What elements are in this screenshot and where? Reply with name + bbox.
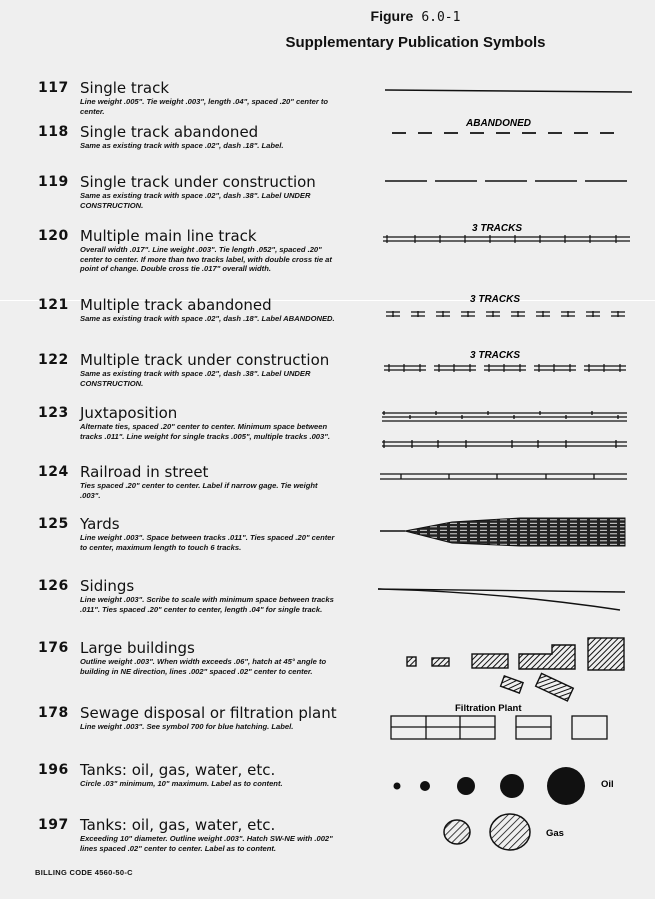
entry-number: 178 xyxy=(38,705,69,721)
entry-number: 197 xyxy=(38,817,69,833)
entry-title: Multiple main line track xyxy=(80,227,257,245)
entry-description: Overall width .017". Line weight .003". Tie length .052", spaced .20" center to center. If more than two tracks label, with double cross tie at point of change. Double cross tie .017" overall width. xyxy=(80,245,332,273)
entry-number: 123 xyxy=(38,405,69,421)
entry-description: Exceeding 10" diameter. Outline weight .003". Hatch SW-NE with .002" lines spaced .02" center to center. Label as to content. xyxy=(80,834,333,853)
entry-title: Tanks: oil, gas, water, etc. xyxy=(80,816,276,834)
entry-description: Circle .03" minimum, 10" maximum. Label as to content. xyxy=(80,779,283,788)
entry-number: 118 xyxy=(38,124,69,140)
symbol-117-single-track xyxy=(385,90,632,92)
entry-title: Multiple track abandoned xyxy=(80,296,272,314)
symbol-121-multiple-abandoned xyxy=(386,311,625,317)
entry-description: Line weight .003". Space between tracks .011". Ties spaced .20" center to center, maximum length to touch 6 tracks. xyxy=(80,533,335,552)
entry-title: Sewage disposal or filtration plant xyxy=(80,704,337,722)
symbol-176-large-buildings xyxy=(407,638,624,701)
entry-number: 196 xyxy=(38,762,69,778)
label-abandoned: ABANDONED xyxy=(466,118,531,129)
label-oil: Oil xyxy=(601,779,614,790)
page-title: Supplementary Publication Symbols xyxy=(285,34,546,51)
entry-number: 121 xyxy=(38,297,69,313)
entry-title: Single track xyxy=(80,79,170,97)
label-gas: Gas xyxy=(546,828,564,839)
symbol-196-oil-tanks xyxy=(394,767,586,805)
figure-label: Figure xyxy=(370,8,414,24)
entry-description: Outline weight .003". When width exceeds .06", hatch at 45° angle to building in NE direction, lines .002" spaced .02" center to center. xyxy=(80,657,327,676)
figure-number: 6.0-1 xyxy=(421,10,461,25)
symbol-124-railroad-in-street xyxy=(380,474,627,479)
entry-title: Juxtaposition xyxy=(80,404,178,422)
symbol-126-sidings xyxy=(378,589,625,610)
symbol-120-multiple-main-line xyxy=(383,235,630,243)
entry-description: Ties spaced .20" center to center. Label if narrow gage. Tie weight .003". xyxy=(80,481,318,500)
entry-number: 124 xyxy=(38,464,69,480)
entry-number: 117 xyxy=(38,80,69,96)
entry-description: Same as existing track with space .02", dash .38". Label UNDER CONSTRUCTION. xyxy=(80,191,311,210)
entry-number: 126 xyxy=(38,578,69,594)
entry-title: Tanks: oil, gas, water, etc. xyxy=(80,761,276,779)
entry-description: Line weight .003". Scribe to scale with minimum space between tracks .011". Ties spaced .20" center to center, length .04" for single track. xyxy=(80,595,334,614)
entry-title: Single track abandoned xyxy=(80,123,259,141)
entry-number: 125 xyxy=(38,516,69,532)
entry-description: Same as existing track with space .02", dash .18". Label. xyxy=(80,141,284,150)
symbol-178-filtration-plant xyxy=(391,716,607,739)
label-3-tracks: 3 TRACKS xyxy=(470,350,521,361)
entry-number: 119 xyxy=(38,174,69,190)
label-3-tracks: 3 TRACKS xyxy=(470,294,521,305)
entry-description: Same as existing track with space .02", dash .18". Label ABANDONED. xyxy=(80,314,335,323)
entry-title: Large buildings xyxy=(80,639,195,657)
entry-number: 120 xyxy=(38,228,69,244)
entry-description: Line weight .005". Tie weight .003", length .04", spaced .20" center to center. xyxy=(80,97,329,116)
entry-title: Sidings xyxy=(80,577,135,595)
entry-description: Alternate ties, spaced .20" center to center. Minimum space between tracks .011". Line weight for single tracks .005", multiple tracks .003". xyxy=(80,422,330,441)
entry-title: Multiple track under construction xyxy=(80,351,330,369)
entry-title: Railroad in street xyxy=(80,463,209,481)
entry-description: Same as existing track with space .02", dash .38". Label UNDER CONSTRUCTION. xyxy=(80,369,311,388)
symbol-122-multiple-construction xyxy=(384,364,626,372)
entry-description: Line weight .003". See symbol 700 for blue hatching. Label. xyxy=(80,722,294,731)
symbol-197-gas-tanks xyxy=(444,814,530,850)
label-3-tracks: 3 TRACKS xyxy=(472,223,523,234)
entry-number: 122 xyxy=(38,352,69,368)
entry-number: 176 xyxy=(38,640,69,656)
symbol-123-juxtaposition xyxy=(382,411,627,448)
label-filtration-plant: Filtration Plant xyxy=(455,703,522,714)
entry-title: Yards xyxy=(80,515,120,533)
symbol-125-yards xyxy=(380,518,625,546)
entry-title: Single track under construction xyxy=(80,173,316,191)
billing-code: BILLING CODE 4560-50-C xyxy=(35,868,133,877)
